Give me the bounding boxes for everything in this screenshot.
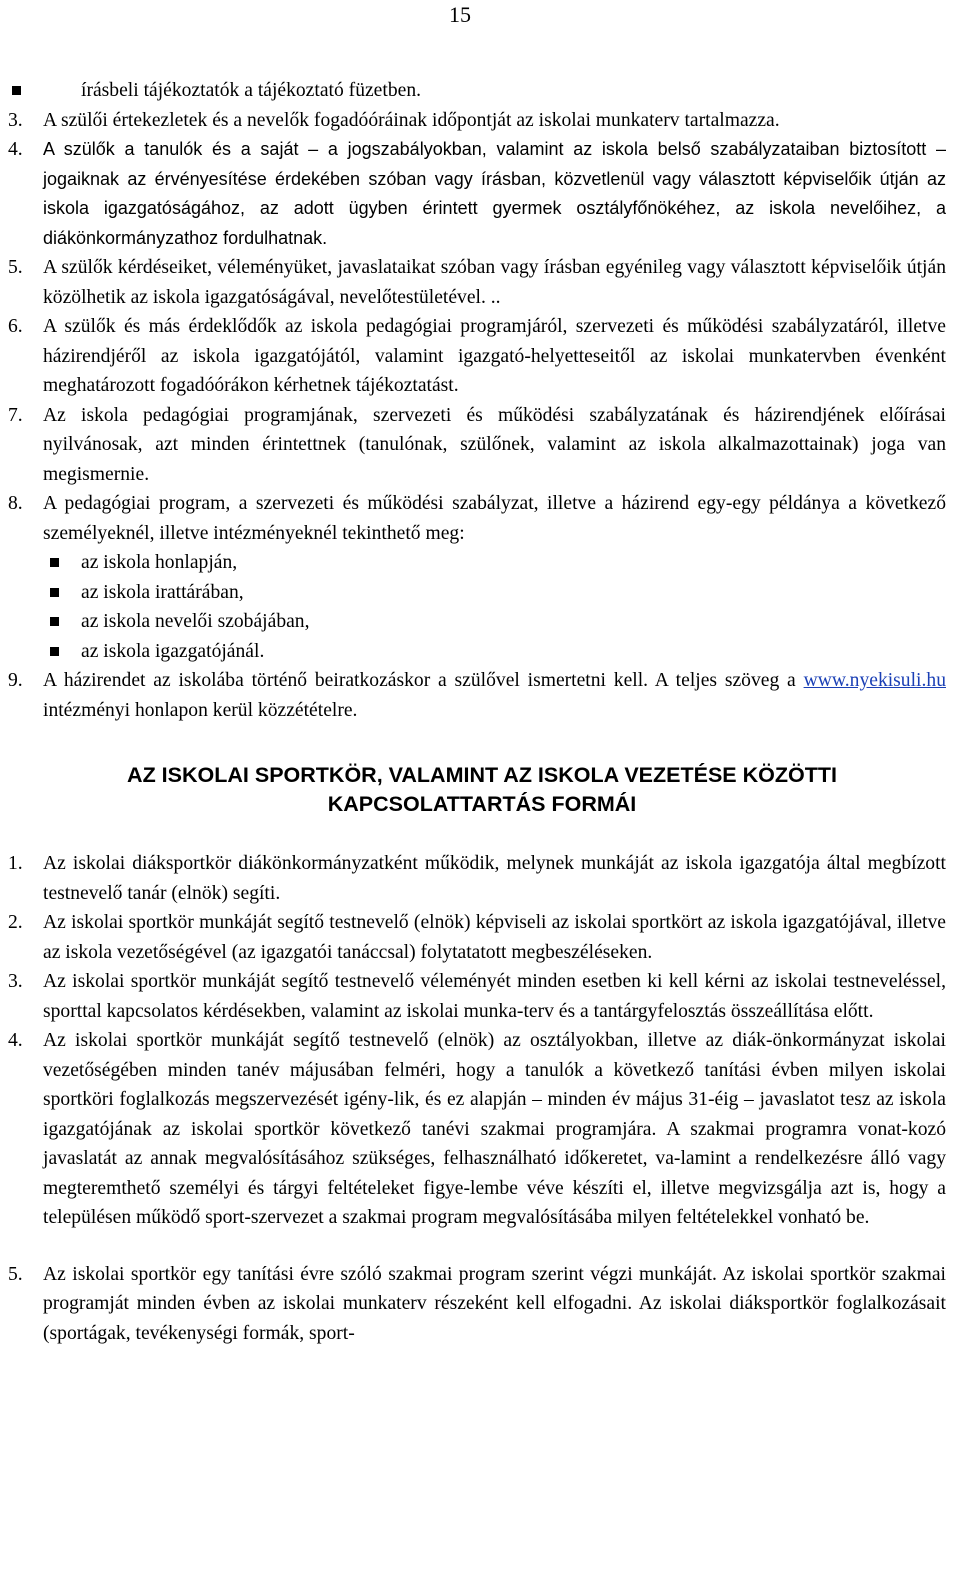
numbered-item	[8, 908, 946, 967]
numbered-item	[8, 106, 946, 136]
numbered-item	[8, 489, 946, 548]
item-text: A szülők és más érdeklődők az iskola pedagógiai programjáról, szervezeti és működési szabályzatáról, illetve házirendjéről az iskola igazgatójától, valamint igazgató-helyetteseitől az iskolai munkatervben évenként meghatározott fogadóórákon kérhetnek tájékoztatást.	[43, 316, 946, 396]
numbered-item	[8, 1260, 946, 1349]
square-bullet-icon	[50, 647, 59, 656]
item-text	[43, 666, 946, 725]
list-item	[8, 578, 946, 608]
section-heading	[8, 761, 946, 819]
item-number: 7.	[8, 404, 23, 426]
numbered-item	[8, 312, 946, 401]
section-heading-line-2: KAPCSOLATTARTÁS FORMÁI	[327, 792, 637, 816]
item-text: Az iskolai diáksportkör diákönkormányzatként működik, melynek munkáját az iskola igazgatója által megbízott testnevelő tanár (elnök) segíti.	[43, 853, 946, 904]
item-number: 5.	[8, 257, 23, 278]
numbered-item	[8, 401, 946, 490]
list-item-text: az iskola honlapján,	[81, 552, 238, 573]
list-item-text: írásbeli tájékoztatók a tájékoztató füzetben.	[81, 80, 422, 101]
item-text: Az iskolai sportkör egy tanítási évre szóló szakmai program szerint végzi munkáját. Az iskolai sportkör szakmai programját minden évben az iskolai munkaterv részeként kell elfogadni. Az iskolai diáksportkör foglalkozásait (sportágak, tevékenységi formák, sport-	[43, 1263, 946, 1344]
section-heading-line-1: AZ ISKOLAI SPORTKÖR, VALAMINT AZ ISKOLA VEZETÉSE KÖZÖTTI	[127, 763, 837, 787]
item-number: 6.	[8, 316, 23, 337]
square-bullet-icon	[50, 558, 59, 567]
item-text: A pedagógiai program, a szervezeti és működési szabályzat, illetve a házirend egy-egy példánya a következő személyeknél, illetve intézményeknél tekinthető meg:	[43, 493, 946, 544]
numbered-item	[8, 253, 946, 312]
square-bullet-icon	[12, 86, 21, 95]
item-number: 4.	[8, 1030, 23, 1051]
item-text: A szülők kérdéseiket, véleményüket, javaslataikat szóban vagy írásban egyénileg vagy választott képviselőik útján közölhetik az iskola igazgatóságával, nevelőtestületével. ..	[43, 257, 946, 308]
list-item-text: az iskola irattárában,	[81, 581, 244, 603]
numbered-item	[8, 967, 946, 1026]
numbered-item	[8, 135, 946, 253]
page-number: 15	[449, 2, 471, 27]
list-item	[8, 76, 946, 106]
item-text: A szülői értekezletek és a nevelők fogadóóráinak időpontját az iskolai munkaterv tartalmazza.	[43, 109, 780, 131]
website-link[interactable]: www.nyekisuli.hu	[803, 670, 946, 691]
item-text: Az iskola pedagógiai programjának, szervezeti és működési szabályzatának és házirendjének előírásai nyilvánosak, azt minden érintettnek (tanulónak, szülőnek, valamint az iskola alkalmazottainak) joga van megismernie.	[43, 404, 946, 485]
document-body	[8, 76, 946, 1348]
item-number: 5.	[8, 1263, 23, 1285]
square-bullet-icon	[50, 617, 59, 626]
item-text: Az iskolai sportkör munkáját segítő testnevelő (elnök) képviseli az iskolai sportkört az iskola igazgatójával, illetve az iskola vezetőségével (az igazgatói tanáccsal) folytatatott megbeszéléseken.	[43, 912, 946, 963]
list-item	[8, 548, 946, 578]
item-number: 3.	[8, 109, 23, 131]
item-number: 1.	[8, 853, 23, 874]
list-item-text: az iskola igazgatójánál.	[81, 640, 265, 662]
item-number: 3.	[8, 971, 23, 992]
item-text-after-link: intézményi honlapon kerül közzétételre.	[43, 699, 358, 721]
item-text: Az iskolai sportkör munkáját segítő testnevelő véleményét minden esetben ki kell kérni az iskolai testneveléssel, sporttal kapcsolatos kérdésekben, valamint az iskolai munka-terv és a tantárgyfelosztás összeállítása előtt.	[43, 971, 946, 1022]
numbered-item	[8, 666, 946, 725]
list-item	[8, 607, 946, 637]
numbered-item	[8, 849, 946, 908]
list-item-text: az iskola nevelői szobájában,	[81, 611, 310, 632]
item-text: Az iskolai sportkör munkáját segítő testnevelő (elnök) az osztályokban, illetve az diák-önkormányzat iskolai vezetőségében minden tanév májusában felméri, hogy a tanulók a következő tanítási évben milyen iskolai sportköri foglalkozás megszervezését igény-lik, és ez alapján – minden év május 31-éig – javaslatot tesz az iskola igazgatójának az iskolai sportkör következő tanévi szakmai programjára. A szakmai programra vonat-kozó javaslatát az annak megvalósításához szükséges, felhasználható időkeretet, va-lamint a rendelkezésre álló vagy megteremthető személyi és tárgyi feltételeket figye-lembe véve készíti el, illetve megvizsgálja azt is, hogy a településen működő sport-szervezet a szakmai program megvalósításába milyen feltételekkel vonható be.	[43, 1030, 946, 1228]
list-item	[8, 637, 946, 667]
item-text: A szülők a tanulók és a saját – a jogszabályokban, valamint az iskola belső szabályzataiban biztosított – jogaiknak az érvényesítése érdekében szóban vagy írásban, közvetlenül vagy választott képviselőik útján az iskola igazgatóságához, az adott ügyben érintett gyermek osztályfőnökéhez, az iskola nevelőihez, a diákönkormányzathoz fordulhatnak.	[43, 139, 946, 248]
item-text-before-link: A házirendet az iskolába történő beiratkozáskor a szülővel ismertetni kell. A teljes szöveg a	[43, 670, 804, 691]
item-number: 9.	[8, 670, 23, 691]
item-number: 8.	[8, 493, 23, 514]
square-bullet-icon	[50, 588, 59, 597]
numbered-item	[8, 1026, 946, 1233]
item-number: 4.	[8, 139, 23, 160]
item-number: 2.	[8, 912, 23, 933]
